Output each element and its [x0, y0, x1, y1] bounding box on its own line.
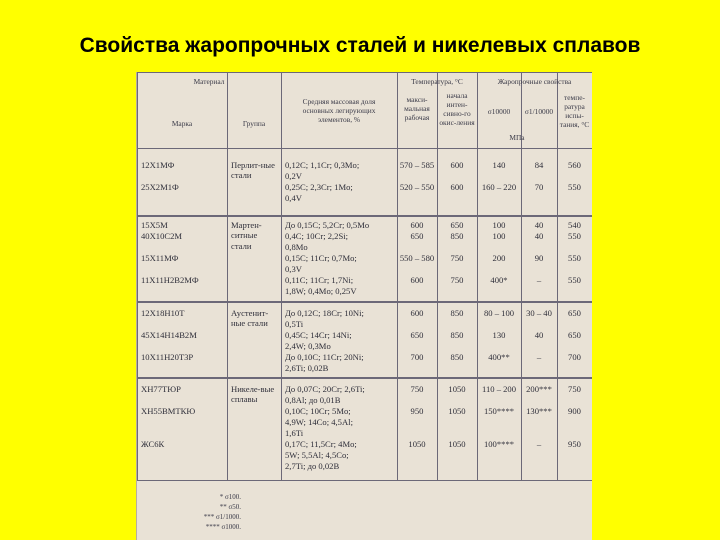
max-working-cell: 750 [410, 384, 424, 394]
max-working-cell: 700 [410, 352, 424, 362]
test-temp-cell: 950 [568, 439, 581, 449]
header-sigma-1-10000: σ1/10000 [524, 107, 554, 116]
composition-line: 0,25C; 2,3Cr; 1Mo; [285, 182, 353, 192]
sigma-10000-cell: 80 – 100 [483, 308, 515, 318]
max-working-cell: 950 [410, 406, 424, 416]
oxidation-cell: 1050 [448, 406, 466, 416]
test-temp-cell: 540 [568, 220, 581, 230]
footnote: *** σ1/1000. [203, 513, 241, 522]
grade-cell: 12Х18Н10Т [141, 308, 185, 318]
sigma-1-10000-cell: 200*** [526, 384, 552, 394]
scanned-table-image [136, 72, 592, 540]
sigma-10000-cell: 100 [492, 220, 506, 230]
grade-cell: 15Х5М [141, 220, 168, 230]
composition-line: 0,10C; 10Cr; 5Mo; [285, 406, 351, 416]
composition-line: 1,8W; 0,4Mo; 0,25V [285, 286, 357, 296]
oxidation-cell: 1050 [448, 439, 466, 449]
sigma-1-10000-cell: – [536, 439, 542, 449]
oxidation-cell: 750 [450, 253, 464, 263]
sigma-10000-cell: 130 [492, 330, 506, 340]
footnote: **** σ1000. [205, 523, 241, 532]
sigma-1-10000-cell: 40 [534, 220, 544, 230]
sigma-1-10000-cell: 30 – 40 [526, 308, 552, 318]
max-working-cell: 570 – 585 [399, 160, 435, 170]
max-working-cell: 600 [410, 308, 424, 318]
max-working-cell: 650 [410, 330, 424, 340]
grade-cell: 15Х11МФ [141, 253, 179, 263]
composition-line: 2,6Ti; 0,02B [285, 363, 329, 373]
oxidation-cell: 850 [450, 330, 464, 340]
sigma-10000-cell: 200 [492, 253, 506, 263]
sigma-1-10000-cell: – [536, 275, 542, 285]
composition-line: 1,6Ti [285, 428, 304, 438]
oxidation-cell: 850 [450, 352, 464, 362]
composition-line: До 0,07C; 20Cr; 2,6Ti; [285, 384, 365, 394]
max-working-cell: 1050 [408, 439, 426, 449]
group-cell: Никеле-вые сплавы [231, 384, 275, 405]
grade-cell: 11Х11Н2В2МФ [141, 275, 199, 285]
max-working-cell: 600 [410, 275, 424, 285]
footnotes [151, 492, 241, 533]
composition-line: 2,4W; 0,3Mo [285, 341, 331, 351]
sigma-10000-cell: 160 – 220 [481, 182, 517, 192]
oxidation-cell: 1050 [448, 384, 466, 394]
oxidation-cell: 850 [450, 308, 464, 318]
group-cell: Перлит-ные стали [231, 160, 275, 181]
grade-cell: 12Х1МФ [141, 160, 175, 170]
composition-line: 0,11C; 11Cr; 1,7Ni; [285, 275, 354, 285]
header-composition: Средняя массовая доля основных легирующих элементов, % [302, 97, 376, 124]
sigma-10000-cell: 110 – 200 [481, 384, 517, 394]
test-temp-cell: 650 [568, 330, 581, 340]
sigma-10000-cell: 100**** [483, 439, 515, 449]
grade-cell: 40Х10С2М [141, 231, 183, 241]
max-working-cell: 550 – 580 [399, 253, 435, 263]
header-heat-resistance: Жаропрочные свойства [497, 77, 572, 86]
header-test-temp: темпе-ратура испы-тания, °С [559, 93, 590, 129]
sigma-1-10000-cell: 70 [534, 182, 544, 192]
sigma-10000-cell: 400* [490, 275, 508, 285]
header-max-working: макси-мальная рабочая [404, 95, 430, 122]
grade-cell: 45Х14Н14В2М [141, 330, 197, 340]
sigma-10000-cell: 100 [492, 231, 506, 241]
group-cell: Аустенит-ные стали [231, 308, 269, 329]
test-temp-cell: 550 [568, 231, 581, 241]
sigma-1-10000-cell: 40 [534, 231, 544, 241]
composition-line: 0,4C; 10Cr; 2,2Si; [285, 231, 349, 241]
composition-line: До 0,10C; 11Cr; 20Ni; [285, 352, 364, 362]
composition-line: 5W; 5,5Al; 4,5Co; [285, 450, 349, 460]
oxidation-cell: 600 [450, 160, 464, 170]
sigma-1-10000-cell: 130*** [526, 406, 552, 416]
header-mpa: МПа [509, 133, 525, 142]
composition-line: 0,8Al; до 0,01B [285, 395, 341, 405]
properties-table [137, 72, 592, 482]
composition-line: 0,3V [285, 264, 302, 274]
composition-line: 0,15C; 11Cr; 0,7Mo; [285, 253, 357, 263]
oxidation-cell: 650 [450, 220, 464, 230]
composition-line: До 0,12C; 18Cr; 10Ni; [285, 308, 364, 318]
test-temp-cell: 550 [568, 182, 581, 192]
test-temp-cell: 750 [568, 384, 581, 394]
max-working-cell: 520 – 550 [399, 182, 435, 192]
composition-line: 0,4V [285, 193, 302, 203]
header-oxidation-start: начала интен-сивно-го окис-ления [439, 91, 475, 127]
grade-cell: ХН55ВМТКЮ [141, 406, 196, 416]
max-working-cell: 650 [410, 231, 424, 241]
oxidation-cell: 850 [450, 231, 464, 241]
header-group: Группа [242, 119, 266, 128]
max-working-cell: 600 [410, 220, 424, 230]
sigma-10000-cell: 140 [492, 160, 506, 170]
sigma-1-10000-cell: 40 [534, 330, 544, 340]
composition-line: До 0,15C; 5,2Cr; 0,5Mo [285, 220, 370, 230]
composition-line: 2,7Ti; до 0,02B [285, 461, 340, 471]
sigma-1-10000-cell: – [536, 352, 542, 362]
test-temp-cell: 900 [568, 406, 581, 416]
header-sigma-10000: σ10000 [487, 107, 511, 116]
sigma-10000-cell: 150**** [483, 406, 515, 416]
footnote: * σ100. [219, 493, 241, 501]
test-temp-cell: 560 [568, 160, 581, 170]
composition-line: 0,5Ti [285, 319, 304, 329]
test-temp-cell: 550 [568, 275, 581, 285]
grade-cell: 25Х2М1Ф [141, 182, 179, 192]
group-cell: Мартен-ситные стали [231, 220, 262, 251]
grade-cell: 10Х11Н20Т3Р [141, 352, 194, 362]
test-temp-cell: 650 [568, 308, 581, 318]
oxidation-cell: 600 [450, 182, 464, 192]
grade-cell: ХН77ТЮР [141, 384, 181, 394]
header-temperature: Температура, °С [411, 77, 463, 86]
test-temp-cell: 700 [568, 352, 581, 362]
composition-line: 4,9W; 14Co; 4,5Al; [285, 417, 353, 427]
sigma-10000-cell: 400** [488, 352, 510, 362]
header-grade: Марка [171, 119, 193, 128]
sigma-1-10000-cell: 90 [534, 253, 544, 263]
test-temp-cell: 550 [568, 253, 581, 263]
slide-title: Свойства жаропрочных сталей и никелевых сплавов [79, 34, 641, 57]
footnote: ** σ50. [219, 503, 241, 512]
composition-line: 0,12C; 1,1Cr; 0,3Mo; [285, 160, 360, 170]
sigma-1-10000-cell: 84 [534, 160, 544, 170]
composition-line: 0,45C; 14Cr; 14Ni; [285, 330, 352, 340]
composition-line: 0,8Mo [285, 242, 308, 252]
oxidation-cell: 750 [450, 275, 464, 285]
composition-line: 0,17C; 11,5Cr; 4Mo; [285, 439, 357, 449]
composition-line: 0,2V [285, 171, 302, 181]
header-material: Материал [193, 77, 225, 86]
grade-cell: ЖС6К [141, 439, 165, 449]
